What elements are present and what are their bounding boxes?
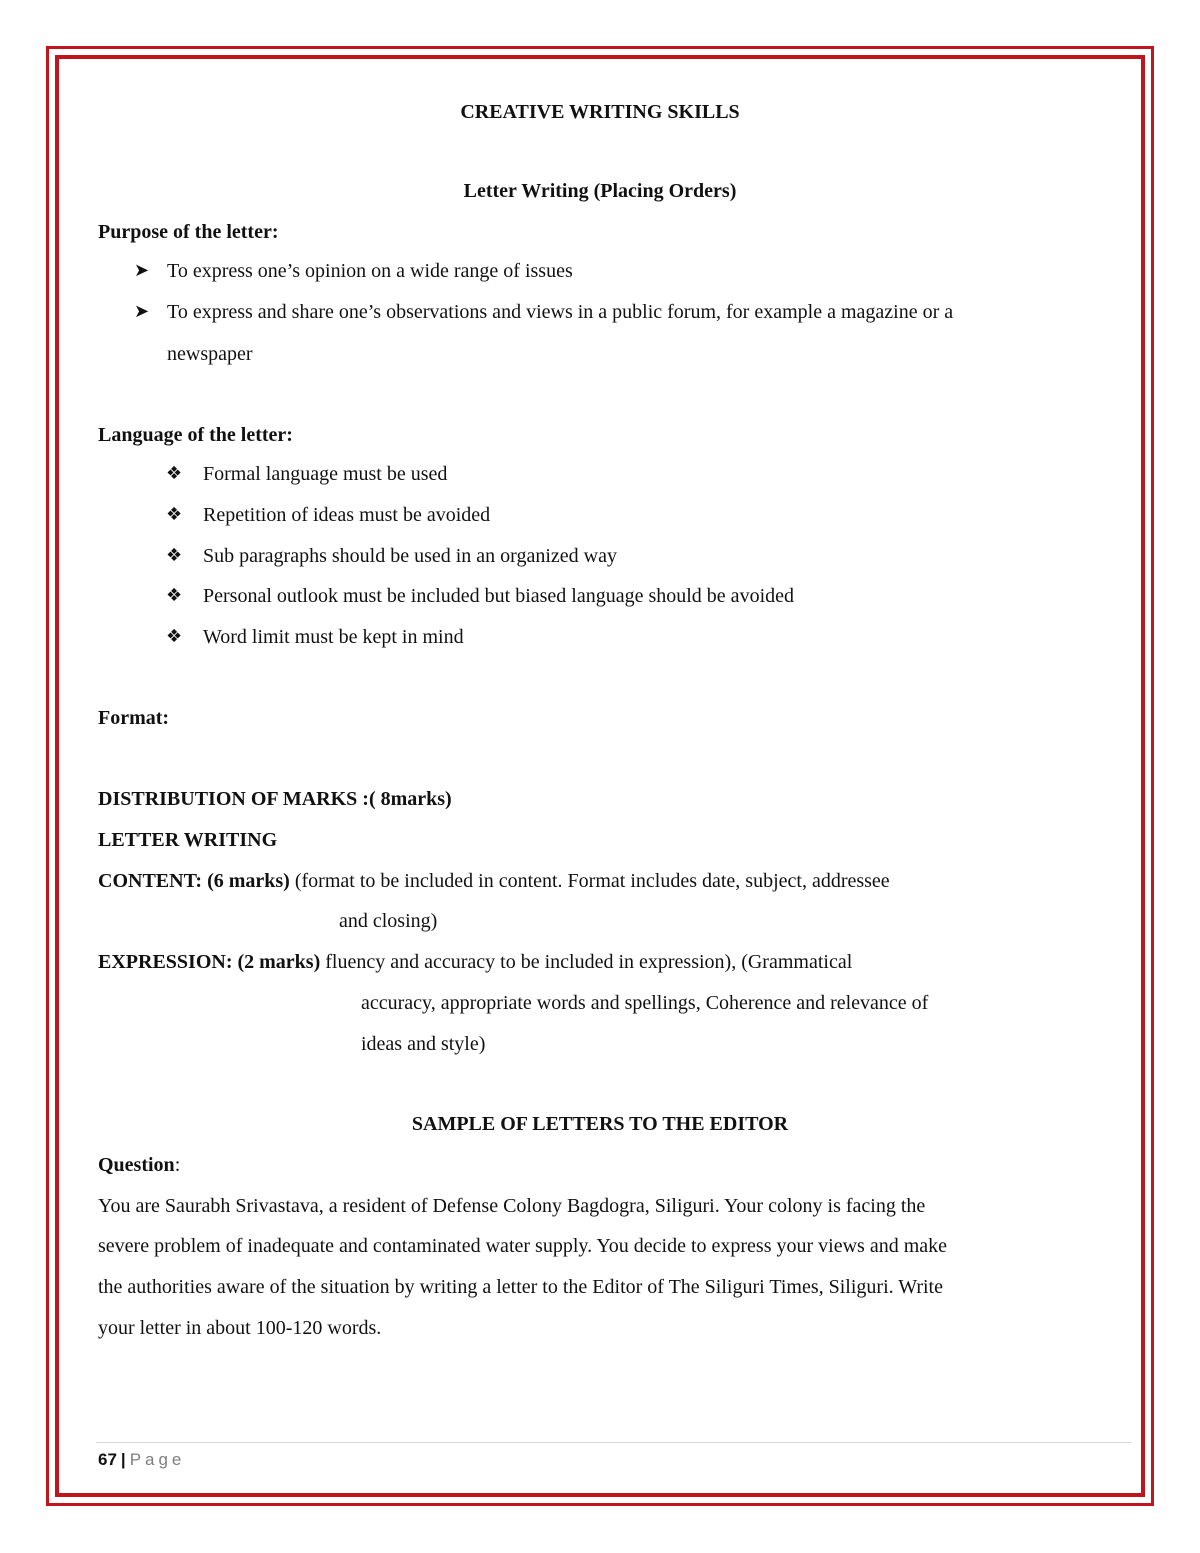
question-text-line-3: the authorities aware of the situation by writing a letter to the Editor of The Siliguri Times, Siliguri. Write bbox=[98, 1276, 943, 1298]
expression-text-continued-2: ideas and style) bbox=[361, 1033, 486, 1055]
purpose-item-1: To express one’s opinion on a wide range of issues bbox=[167, 260, 573, 282]
footer-rule bbox=[96, 1442, 1132, 1443]
purpose-item-2: To express and share one’s observations and views in a public forum, for example a magazine or a bbox=[167, 301, 954, 323]
question-label-line bbox=[98, 1153, 180, 1177]
footer-separator: | bbox=[120, 1450, 126, 1469]
four-diamond-bullet-icon: ❖ bbox=[166, 626, 182, 647]
marks-heading: DISTRIBUTION OF MARKS :( 8marks) bbox=[98, 788, 452, 810]
question-text-line-1: You are Saurabh Srivastava, a resident of Defense Colony Bagdogra, Siliguri. Your colony is facing the bbox=[98, 1195, 926, 1217]
language-item-4: Personal outlook must be included but biased language should be avoided bbox=[203, 585, 794, 607]
question-colon: : bbox=[174, 1154, 181, 1176]
language-item-5: Word limit must be kept in mind bbox=[203, 626, 464, 648]
purpose-heading: Purpose of the letter: bbox=[98, 221, 279, 243]
four-diamond-bullet-icon: ❖ bbox=[166, 504, 182, 525]
question-text-line-2: severe problem of inadequate and contaminated water supply. You decide to express your views and make bbox=[98, 1235, 948, 1257]
purpose-item-2-continued: newspaper bbox=[167, 343, 253, 365]
content-text-continued: and closing) bbox=[339, 910, 438, 932]
language-heading: Language of the letter: bbox=[98, 424, 293, 446]
arrow-bullet-icon: ➤ bbox=[134, 301, 150, 322]
expression-label: EXPRESSION: (2 marks) bbox=[98, 951, 321, 973]
expression-line bbox=[98, 950, 852, 974]
content-label: CONTENT: (6 marks) bbox=[98, 870, 290, 892]
page-footer bbox=[98, 1449, 185, 1471]
four-diamond-bullet-icon: ❖ bbox=[166, 545, 182, 566]
content-line bbox=[98, 869, 890, 893]
arrow-bullet-icon: ➤ bbox=[134, 260, 150, 281]
page-label: Page bbox=[129, 1450, 186, 1469]
question-text-line-4: your letter in about 100-120 words. bbox=[98, 1317, 382, 1339]
four-diamond-bullet-icon: ❖ bbox=[166, 585, 182, 606]
expression-text: fluency and accuracy to be included in expression), (Grammatical bbox=[320, 951, 853, 973]
page-number: 67 bbox=[98, 1450, 117, 1469]
format-heading: Format: bbox=[98, 707, 170, 729]
language-item-1: Formal language must be used bbox=[203, 463, 448, 485]
content-text: (format to be included in content. Format includes date, subject, addressee bbox=[289, 870, 890, 892]
page-title: CREATIVE WRITING SKILLS bbox=[460, 101, 740, 123]
marks-subheading: LETTER WRITING bbox=[98, 829, 278, 851]
language-item-3: Sub paragraphs should be used in an organized way bbox=[203, 545, 617, 567]
page-subtitle: Letter Writing (Placing Orders) bbox=[463, 180, 737, 202]
sample-heading: SAMPLE OF LETTERS TO THE EDITOR bbox=[411, 1113, 789, 1135]
expression-text-continued-1: accuracy, appropriate words and spellings, Coherence and relevance of bbox=[361, 992, 929, 1014]
language-item-2: Repetition of ideas must be avoided bbox=[203, 504, 491, 526]
question-label: Question bbox=[98, 1154, 175, 1176]
four-diamond-bullet-icon: ❖ bbox=[166, 463, 182, 484]
